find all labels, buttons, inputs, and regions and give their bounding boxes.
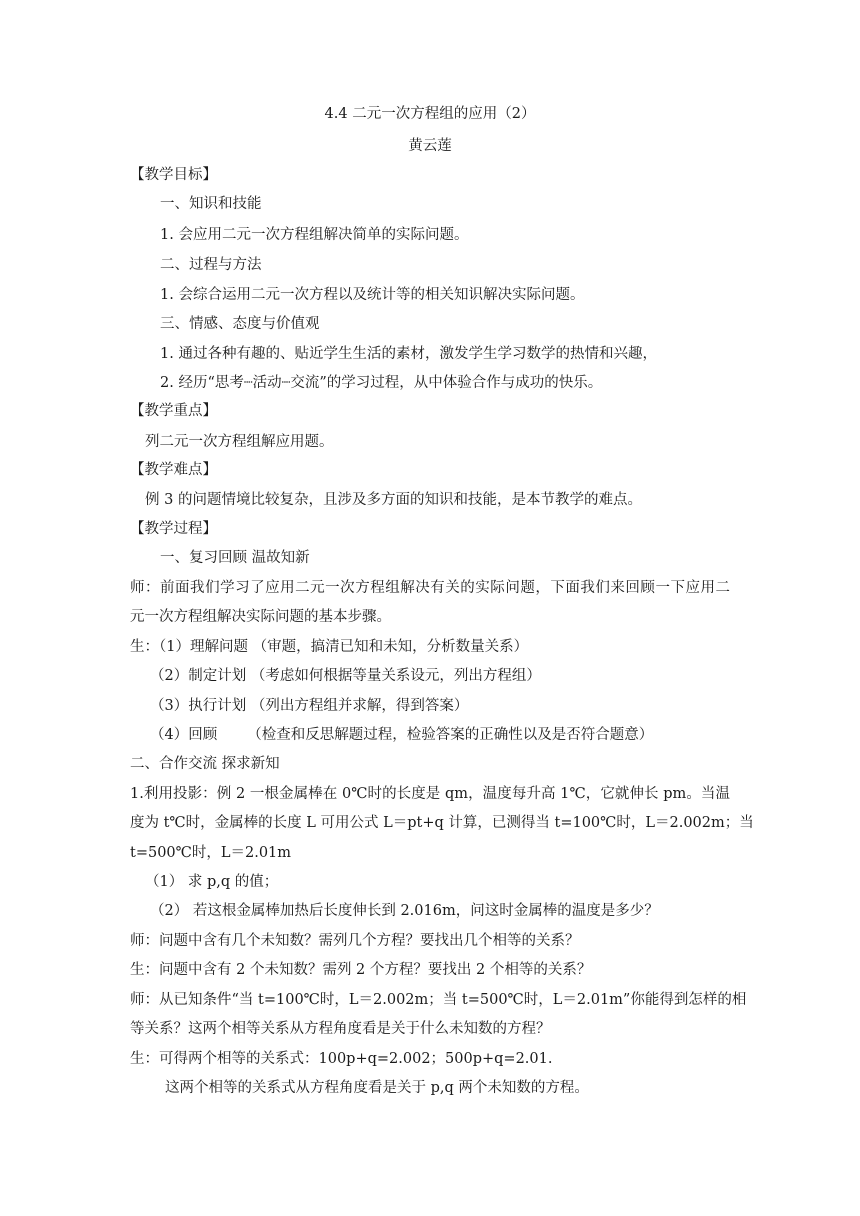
paragraph: 这两个相等的关系式从方程角度看是关于 p,q 两个未知数的方程。 bbox=[165, 1080, 589, 1096]
objective-item: 2. 经历“思考┈活动┈交流”的学习过程，从中体验合作与成功的快乐。 bbox=[160, 375, 603, 391]
subheading-review: 一、复习回顾 温故知新 bbox=[160, 550, 310, 566]
section-heading-difficulties: 【教学难点】 bbox=[130, 462, 217, 478]
paragraph: 师：前面我们学习了应用二元一次方程组解决有关的实际问题，下面我们来回顾一下应用二 bbox=[130, 580, 730, 596]
paragraph: 列二元一次方程组解应用题。 bbox=[145, 434, 334, 450]
dialogue-line: 师：从已知条件“当 t=100℃时，L＝2.002m；当 t=500℃时，L＝2.01m”你能得到怎样的相 bbox=[130, 992, 747, 1008]
paragraph: 例 3 的问题情境比较复杂，且涉及多方面的知识和技能，是本节教学的难点。 bbox=[145, 492, 642, 508]
step-item: （2）制定计划 （考虑如何根据等量关系设元，列出方程组） bbox=[150, 668, 541, 684]
question-item: （2） 若这根金属棒加热后长度伸长到 2.016m，问这时金属棒的温度是多少？ bbox=[150, 903, 659, 919]
dialogue-line: 生：可得两个相等的关系式：100p+q=2.002；500p+q=2.01. bbox=[130, 1051, 553, 1067]
paragraph: 1.利用投影：例 2 一根金属棒在 0℃时的长度是 qm，温度每升高 1℃，它就伸长 pm。当温 bbox=[130, 786, 730, 802]
subheading-process-method: 二、过程与方法 bbox=[160, 257, 262, 273]
subheading-attitude-values: 三、情感、态度与价值观 bbox=[160, 316, 320, 332]
subheading-cooperation: 二、合作交流 探求新知 bbox=[130, 756, 280, 772]
question-item: （1） 求 p,q 的值； bbox=[145, 874, 279, 890]
step-label: （4）回顾 bbox=[150, 727, 218, 743]
section-heading-process: 【教学过程】 bbox=[130, 521, 217, 537]
step-item bbox=[150, 725, 653, 745]
dialogue-line: 师：问题中含有几个未知数？需列几个方程？要找出几个相等的关系？ bbox=[130, 933, 580, 949]
step-item: （3）执行计划 （列出方程组并求解，得到答案） bbox=[150, 698, 469, 714]
document-title: 4.4 二元一次方程组的应用（2） bbox=[324, 106, 536, 122]
objective-item: 1. 会综合运用二元一次方程以及统计等的相关知识解决实际问题。 bbox=[160, 287, 585, 303]
dialogue-line: 等关系？这两个相等关系从方程角度看是关于什么未知数的方程？ bbox=[130, 1021, 551, 1037]
objective-item: 1. 通过各种有趣的、贴近学生生活的素材，激发学生学习数学的热情和兴趣， bbox=[160, 346, 657, 362]
section-heading-objectives: 【教学目标】 bbox=[130, 167, 217, 183]
section-heading-key-points: 【教学重点】 bbox=[130, 403, 217, 419]
objective-item: 1. 会应用二元一次方程组解决简单的实际问题。 bbox=[160, 227, 469, 243]
step-description: （检查和反思解题过程，检验答案的正确性以及是否符合题意） bbox=[247, 727, 654, 743]
dialogue-line: 生：问题中含有 2 个未知数？需列 2 个方程？要找出 2 个相等的关系？ bbox=[130, 962, 592, 978]
paragraph: 度为 t℃时，金属棒的长度 L 可用公式 L＝pt+q 计算，已测得当 t=100℃时，L＝2.002m；当 bbox=[130, 815, 754, 831]
step-item: 生：（1）理解问题 （审题，搞清已知和未知，分析数量关系） bbox=[130, 639, 529, 655]
paragraph: 元一次方程组解决实际问题的基本步骤。 bbox=[130, 609, 391, 625]
document-author: 黄云莲 bbox=[408, 138, 452, 154]
paragraph: t=500℃时，L＝2.01m bbox=[130, 845, 292, 861]
subheading-knowledge-skills: 一、知识和技能 bbox=[160, 196, 262, 212]
